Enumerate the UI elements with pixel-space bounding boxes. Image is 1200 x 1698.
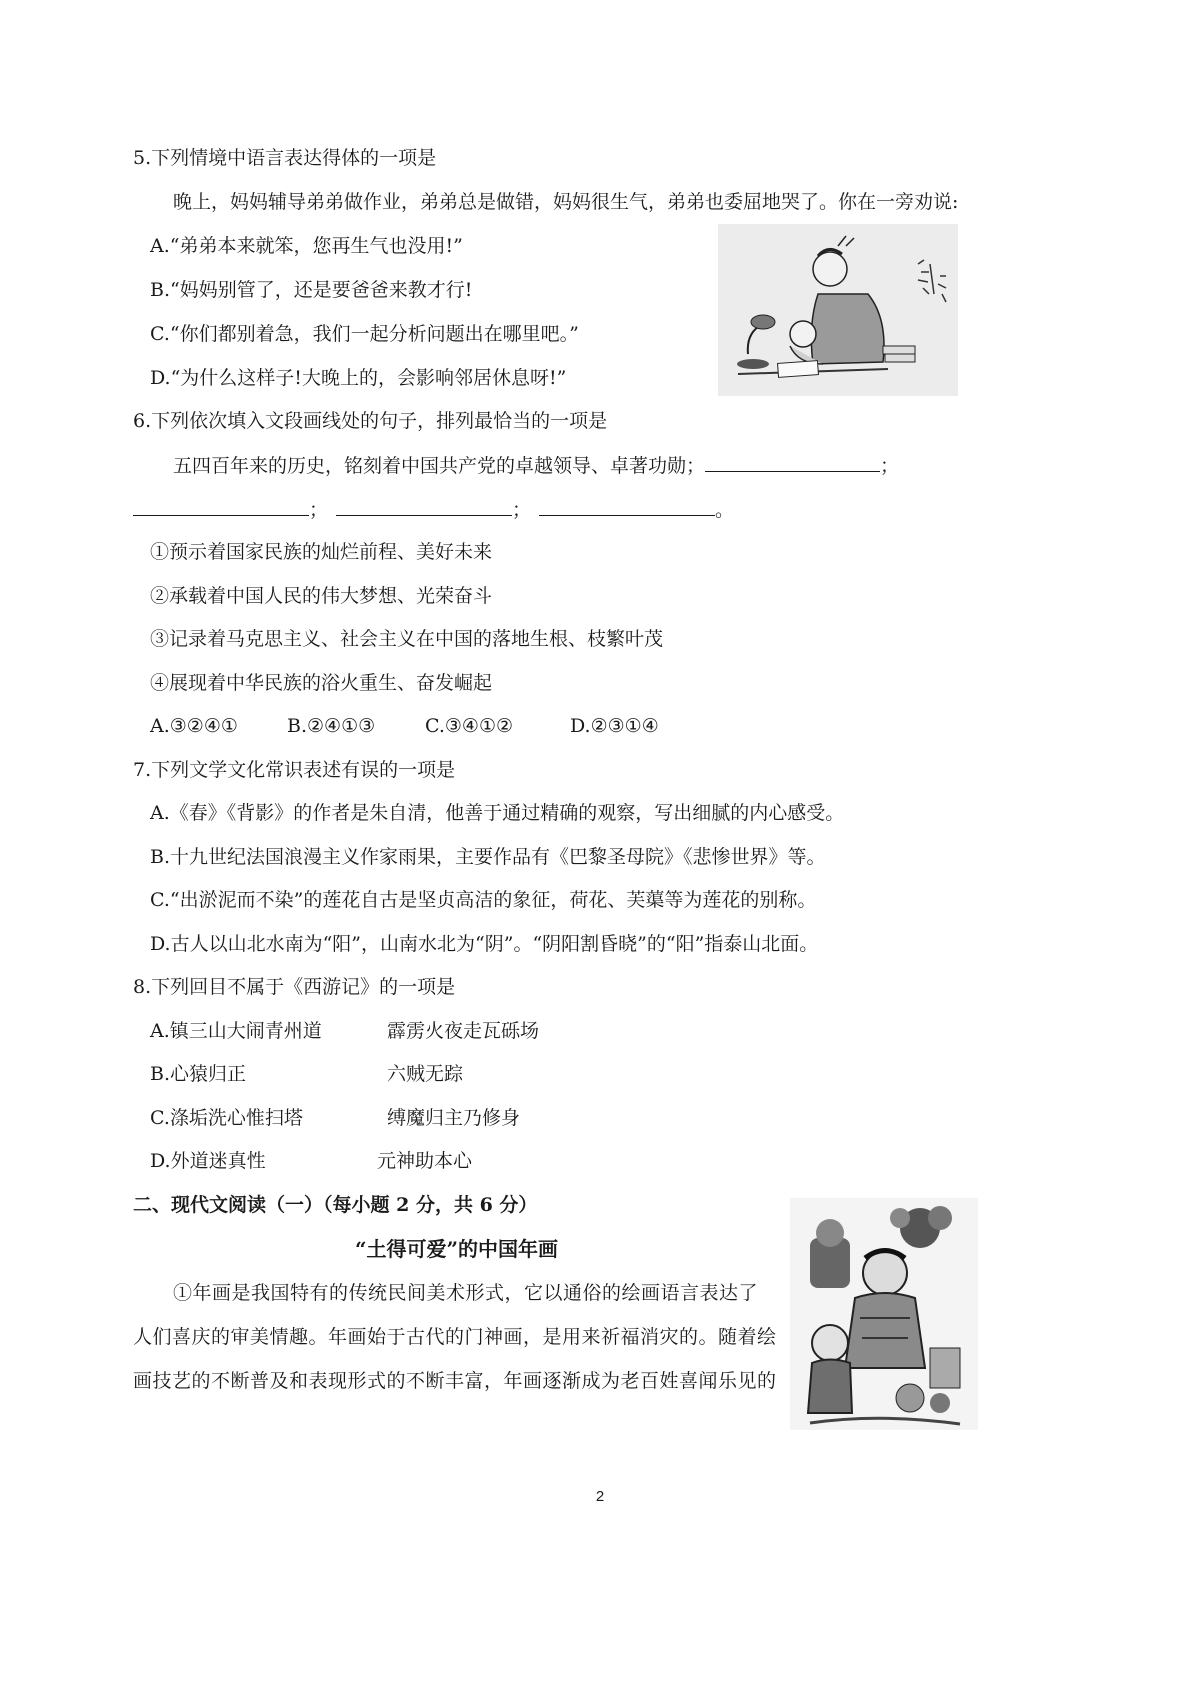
q7-stem: 7.下列文学文化常识表述有误的一项是 [133, 759, 456, 781]
q6-choice-c: C.③④①② [425, 715, 514, 737]
q6-blank-1 [705, 453, 880, 472]
q8-option-c-left: C.涤垢洗心惟扫塔 [150, 1107, 303, 1129]
q6-blank-2 [133, 497, 309, 516]
q7-option-c: C.“出淤泥而不染”的莲花自古是坚贞高洁的象征，荷花、芙蕖等为莲花的别称。 [150, 889, 817, 911]
q6-item-2: ②承载着中国人民的伟大梦想、光荣奋斗 [150, 585, 493, 607]
homework-cartoon-image [718, 224, 958, 396]
q6-choice-a: A.③②④① [150, 715, 238, 737]
q6-separator: ； [512, 499, 532, 521]
q6-blank-3 [336, 497, 512, 516]
q6-blank-4 [539, 497, 715, 516]
q6-item-4: ④展现着中华民族的浴火重生、奋发崛起 [150, 672, 493, 694]
q6-item-3: ③记录着马克思主义、社会主义在中国的落地生根、枝繁叶茂 [150, 628, 664, 650]
q6-separator: ； [880, 455, 900, 477]
q5-option-c: C.“你们都别着急，我们一起分析问题出在哪里吧。” [150, 323, 579, 345]
q6-passage-start: 五四百年来的历史，铭刻着中国共产党的卓越领导、卓著功勋； [173, 455, 706, 477]
q5-option-b: B.“妈妈别管了，还是要爸爸来教才行! [150, 279, 473, 301]
article-paragraph-line-1: ①年画是我国特有的传统民间美术形式，它以通俗的绘画语言表达了 [173, 1282, 759, 1304]
article-paragraph-line-2: 人们喜庆的审美情趣。年画始于古代的门神画，是用来祈福消灾的。随着绘 [133, 1326, 777, 1348]
q6-passage-line1 [173, 453, 899, 478]
q8-option-b-left: B.心猿归正 [150, 1063, 247, 1085]
q6-stem: 6.下列依次填入文段画线处的句子，排列最恰当的一项是 [133, 410, 608, 432]
q7-option-b: B.十九世纪法国浪漫主义作家雨果，主要作品有《巴黎圣母院》《悲惨世界》等。 [150, 846, 826, 868]
q6-end: 。 [715, 499, 735, 521]
q5-option-d: D.“为什么这样子!大晚上的，会影响邻居休息呀!” [150, 367, 567, 389]
q8-option-d-left: D.外道迷真性 [150, 1150, 266, 1172]
article-paragraph-line-3: 画技艺的不断普及和表现形式的不断丰富，年画逐渐成为老百姓喜闻乐见的 [133, 1370, 777, 1392]
q5-context: 晚上，妈妈辅导弟弟做作业，弟弟总是做错，妈妈很生气，弟弟也委屈地哭了。你在一旁劝说: [173, 191, 959, 213]
q8-option-a-left: A.镇三山大闹青州道 [150, 1020, 322, 1042]
new-year-painting-image [790, 1198, 978, 1430]
q7-option-d: D.古人以山北水南为“阳”，山南水北为“阴”。“阴阳割昏晓”的“阳”指泰山北面。 [150, 933, 819, 955]
q8-option-a-right: 霹雳火夜走瓦砾场 [387, 1020, 540, 1042]
q8-option-b-right: 六贼无踪 [387, 1063, 464, 1085]
q8-stem: 8.下列回目不属于《西游记》的一项是 [133, 976, 456, 998]
q5-stem: 5.下列情境中语言表达得体的一项是 [133, 147, 437, 169]
q6-separator: ； [309, 499, 329, 521]
q8-option-d-right: 元神助本心 [377, 1150, 473, 1172]
q6-choice-b: B.②④①③ [287, 715, 376, 737]
q7-option-a: A.《春》《背影》的作者是朱自清，他善于通过精确的观察，写出细腻的内心感受。 [150, 802, 845, 824]
page-number: 2 [595, 1488, 605, 1505]
q5-option-a: A.“弟弟本来就笨，您再生气也没用!” [150, 235, 463, 257]
section-heading: 二、现代文阅读（一）（每小题 2 分，共 6 分） [133, 1194, 538, 1216]
article-title: “土得可爱”的中国年画 [355, 1237, 559, 1261]
q8-option-c-right: 缚魔归主乃修身 [387, 1107, 521, 1129]
q6-passage-line2 [133, 497, 734, 522]
q6-choice-d: D.②③①④ [570, 715, 659, 737]
q6-item-1: ①预示着国家民族的灿烂前程、美好未来 [150, 541, 493, 563]
